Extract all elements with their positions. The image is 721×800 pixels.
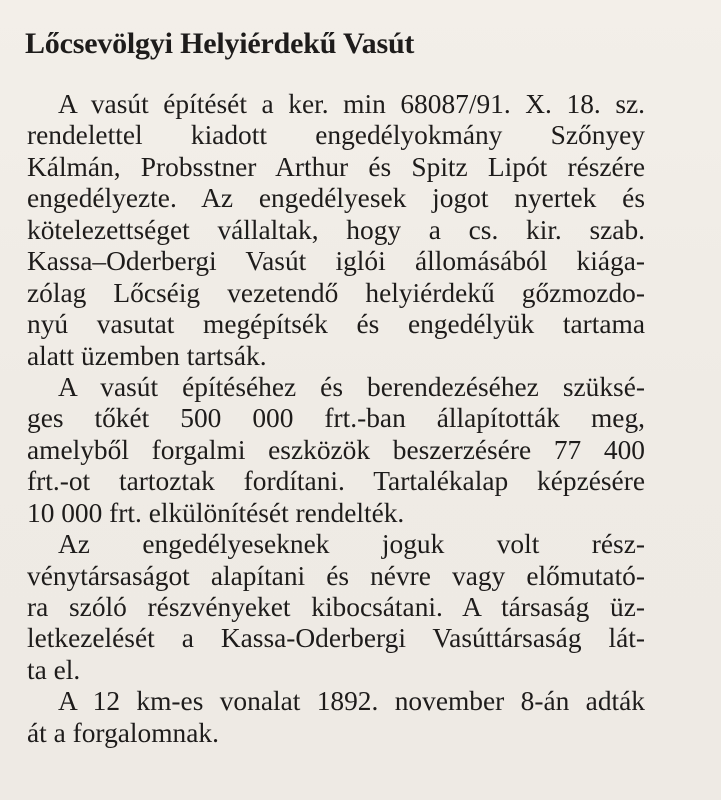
text-line: rendelettel kiadott engedélyokmány Szőnyey xyxy=(27,120,645,151)
text-line: A vasút építését a ker. min 68087/91. X. 18. sz. xyxy=(58,89,645,119)
text-line: ges tőkét 500 000 frt.-ban állapították meg, xyxy=(27,403,645,434)
text-line: vénytársaságot alapítani és névre vagy előmutató- xyxy=(27,560,645,591)
text-line: engedélyezte. Az engedélyesek jogot nyertek és xyxy=(27,183,645,214)
article-title: Lőcsevölgyi Helyiérdekű Vasút xyxy=(25,27,415,60)
text-line: Kálmán, Probsstner Arthur és Spitz Lipót részére xyxy=(27,151,645,182)
text-line: Kassa–Oderbergi Vasút iglói állomásából kiága- xyxy=(27,246,645,277)
text-line: 10 000 frt. elkülönítését rendelték. xyxy=(27,497,405,528)
text-line: kötelezettséget vállaltak, hogy a cs. kir. szab. xyxy=(27,214,645,245)
paragraph-3 xyxy=(27,529,645,686)
text-line: ra szóló részvényeket kibocsátani. A társaság üz- xyxy=(27,592,645,622)
text-line: A 12 km-es vonalat 1892. november 8-án adták xyxy=(58,686,645,717)
text-line: ta el. xyxy=(27,654,81,685)
text-line: A vasút építéséhez és berendezéséhez szüksé- xyxy=(58,371,645,402)
paragraph-2 xyxy=(27,372,645,529)
paragraph-1 xyxy=(27,89,645,372)
text-line: amelyből forgalmi eszközök beszerzésére 77 400 xyxy=(27,434,645,465)
text-line: nyú vasutat megépítsék és engedélyük tartama xyxy=(27,309,645,340)
article-body xyxy=(27,89,645,749)
text-line: zólag Lőcséig vezetendő helyiérdekű gőzmozdo- xyxy=(27,277,645,308)
text-line: Az engedélyeseknek joguk volt rész- xyxy=(58,529,645,560)
text-line: letkezelését a Kassa-Oderbergi Vasúttársaság lát- xyxy=(27,623,645,654)
paragraph-4 xyxy=(27,686,645,749)
text-line: frt.-ot tartoztak fordítani. Tartalékalap képzésére xyxy=(27,466,645,497)
text-line: alatt üzemben tartsák. xyxy=(27,340,267,371)
text-line: át a forgalomnak. xyxy=(27,717,219,748)
